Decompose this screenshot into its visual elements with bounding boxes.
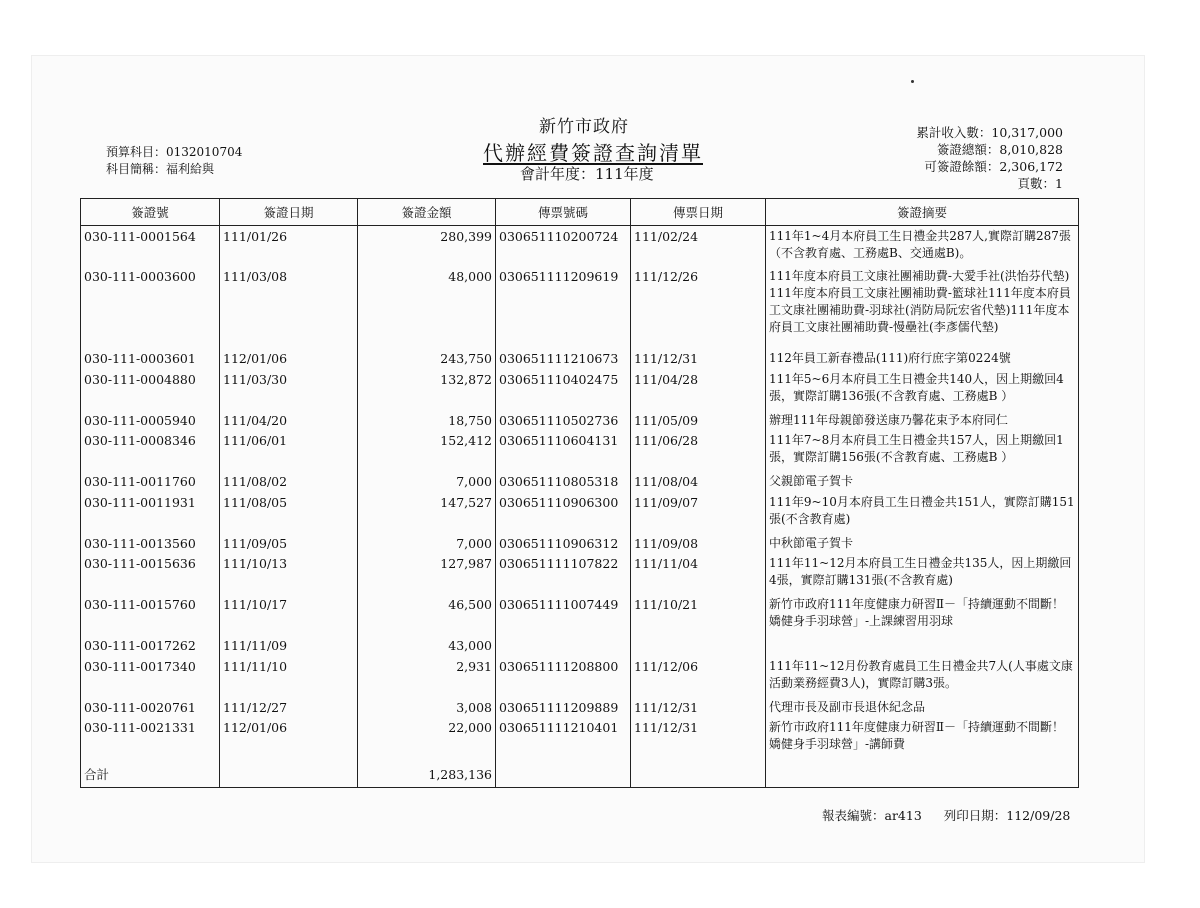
filler-row bbox=[81, 787, 1079, 788]
cell-voucher-code: 030651111209619 bbox=[496, 268, 631, 350]
table-row bbox=[81, 637, 1079, 657]
cell-voucher-no: 030-111-0011931 bbox=[81, 494, 220, 535]
col-header-summary: 簽證摘要 bbox=[766, 199, 1079, 226]
cell-voucher-date: 111/12/26 bbox=[631, 268, 766, 350]
total-row bbox=[81, 766, 1079, 786]
cell-voucher-code: 030651111210673 bbox=[496, 350, 631, 370]
cell-voucher-no: 030-111-0020761 bbox=[81, 699, 220, 719]
cell-summary: 新竹市政府111年度健康力研習Ⅱ－「持續運動不間斷！嬌健身手羽球營」-上課練習用羽球 bbox=[766, 596, 1079, 637]
cell-sign-date: 111/09/05 bbox=[220, 535, 358, 555]
org-name: 新竹市政府 bbox=[539, 117, 629, 137]
cell-voucher-no: 030-111-0005940 bbox=[81, 412, 220, 432]
cell-summary: 111年7~8月本府員工生日禮金共157人，因上期繳回1張，實際訂購156張(不含教育處、工務處B ） bbox=[766, 432, 1079, 473]
cell-voucher-no: 030-111-0001564 bbox=[81, 228, 220, 269]
cell-summary: 111年1~4月本府員工生日禮金共287人,實際訂購287張（不含教育處、工務處B、交通處B)。 bbox=[766, 228, 1079, 269]
table-row bbox=[81, 719, 1079, 760]
table-row bbox=[81, 371, 1079, 412]
col-header-date: 簽證日期 bbox=[220, 199, 358, 226]
cell-summary: 111年9~10月本府員工生日禮金共151人，實際訂購151張(不含教育處) bbox=[766, 494, 1079, 535]
cell-summary bbox=[766, 637, 1079, 657]
cell-sign-date: 111/08/02 bbox=[220, 473, 358, 493]
table-row bbox=[81, 596, 1079, 637]
cell-sign-date: 112/01/06 bbox=[220, 350, 358, 370]
budget-info bbox=[106, 144, 242, 178]
cell-amount: 22,000 bbox=[358, 719, 496, 760]
fiscal-year: 會計年度：111年度 bbox=[520, 165, 654, 183]
cell-voucher-no: 030-111-0003601 bbox=[81, 350, 220, 370]
cell-voucher-code: 030651110502736 bbox=[496, 412, 631, 432]
cumulative-income: 累計收入數：10,317,000 bbox=[916, 125, 1063, 140]
cell-amount: 132,872 bbox=[358, 371, 496, 412]
cell-voucher-date: 111/12/31 bbox=[631, 699, 766, 719]
col-header-amount: 簽證金額 bbox=[358, 199, 496, 226]
cell-voucher-date: 111/12/31 bbox=[631, 350, 766, 370]
table-row bbox=[81, 268, 1079, 350]
report-title: 代辦經費簽證查詢清單 bbox=[483, 141, 703, 165]
table-row bbox=[81, 228, 1079, 269]
cell-sign-date: 111/10/13 bbox=[220, 555, 358, 596]
cell-voucher-date bbox=[631, 637, 766, 657]
cell-summary: 112年員工新春禮品(111)府行庶字第0224號 bbox=[766, 350, 1079, 370]
cell-voucher-no: 030-111-0011760 bbox=[81, 473, 220, 493]
table-header-row bbox=[81, 199, 1079, 226]
cell-voucher-no: 030-111-0015636 bbox=[81, 555, 220, 596]
cell-sign-date: 111/10/17 bbox=[220, 596, 358, 637]
cell-voucher-date: 111/02/24 bbox=[631, 228, 766, 269]
total-label: 合計 bbox=[81, 766, 220, 786]
cell-voucher-code: 030651110805318 bbox=[496, 473, 631, 493]
cell-voucher-code: 030651111209889 bbox=[496, 699, 631, 719]
table-row bbox=[81, 494, 1079, 535]
total-signed: 簽證總額：8,010,828 bbox=[936, 142, 1063, 157]
page-number: 頁數：1 bbox=[1017, 176, 1063, 191]
cell-voucher-code: 030651111107822 bbox=[496, 555, 631, 596]
cell-voucher-code: 030651111007449 bbox=[496, 596, 631, 637]
cell-sign-date: 111/03/08 bbox=[220, 268, 358, 350]
subject-name: 科目簡稱：福利給與 bbox=[106, 162, 215, 176]
table-row bbox=[81, 432, 1079, 473]
table-row bbox=[81, 699, 1079, 719]
col-header-voucher-date: 傳票日期 bbox=[631, 199, 766, 226]
col-header-voucher: 傳票號碼 bbox=[496, 199, 631, 226]
cell-sign-date: 111/11/09 bbox=[220, 637, 358, 657]
cell-voucher-no: 030-111-0015760 bbox=[81, 596, 220, 637]
cell-voucher-no: 030-111-0008346 bbox=[81, 432, 220, 473]
cell-amount: 7,000 bbox=[358, 473, 496, 493]
cell-voucher-code: 030651111208800 bbox=[496, 658, 631, 699]
cell-voucher-date: 111/09/07 bbox=[631, 494, 766, 535]
ledger-table bbox=[80, 198, 1079, 788]
cell-voucher-date: 111/11/04 bbox=[631, 555, 766, 596]
cell-voucher-code bbox=[496, 637, 631, 657]
cell-amount: 147,527 bbox=[358, 494, 496, 535]
cell-amount: 152,412 bbox=[358, 432, 496, 473]
cell-voucher-date: 111/09/08 bbox=[631, 535, 766, 555]
cell-summary: 111年11~12月本府員工生日禮金共135人，因上期繳回4張，實際訂購131張(不含教育處) bbox=[766, 555, 1079, 596]
cell-voucher-date: 111/04/28 bbox=[631, 371, 766, 412]
cell-summary: 父親節電子賀卡 bbox=[766, 473, 1079, 493]
cell-voucher-date: 111/10/21 bbox=[631, 596, 766, 637]
cell-amount: 243,750 bbox=[358, 350, 496, 370]
cell-amount: 46,500 bbox=[358, 596, 496, 637]
cell-voucher-date: 111/08/04 bbox=[631, 473, 766, 493]
cell-voucher-code: 030651110906312 bbox=[496, 535, 631, 555]
cell-voucher-code: 030651110200724 bbox=[496, 228, 631, 269]
total-amount: 1,283,136 bbox=[358, 766, 496, 786]
table-row bbox=[81, 535, 1079, 555]
cell-voucher-date: 111/12/06 bbox=[631, 658, 766, 699]
cell-sign-date: 111/04/20 bbox=[220, 412, 358, 432]
cell-summary: 中秋節電子賀卡 bbox=[766, 535, 1079, 555]
table-row bbox=[81, 350, 1079, 370]
cell-voucher-no: 030-111-0013560 bbox=[81, 535, 220, 555]
summary-info bbox=[916, 124, 1063, 192]
cell-amount: 280,399 bbox=[358, 228, 496, 269]
table-row bbox=[81, 555, 1079, 596]
cell-voucher-no: 030-111-0017262 bbox=[81, 637, 220, 657]
cell-amount: 18,750 bbox=[358, 412, 496, 432]
cell-summary: 111年5~6月本府員工生日禮金共140人，因上期繳回4張，實際訂購136張(不含教育處、工務處B ） bbox=[766, 371, 1079, 412]
cell-sign-date: 111/06/01 bbox=[220, 432, 358, 473]
report-footer bbox=[822, 806, 1070, 824]
budget-code: 預算科目：0132010704 bbox=[106, 145, 243, 159]
cell-amount: 43,000 bbox=[358, 637, 496, 657]
cell-sign-date: 111/03/30 bbox=[220, 371, 358, 412]
cell-voucher-no: 030-111-0003600 bbox=[81, 268, 220, 350]
cell-voucher-code: 030651110604131 bbox=[496, 432, 631, 473]
report-number: 報表編號：ar413 bbox=[822, 808, 922, 823]
table-row bbox=[81, 658, 1079, 699]
cell-summary: 代理市長及副市長退休紀念品 bbox=[766, 699, 1079, 719]
col-header-no: 簽證號 bbox=[81, 199, 220, 226]
cell-voucher-no: 030-111-0004880 bbox=[81, 371, 220, 412]
cell-amount: 127,987 bbox=[358, 555, 496, 596]
cell-sign-date: 112/01/06 bbox=[220, 719, 358, 760]
cell-sign-date: 111/11/10 bbox=[220, 658, 358, 699]
speck bbox=[911, 80, 914, 83]
cell-voucher-code: 030651110402475 bbox=[496, 371, 631, 412]
cell-amount: 48,000 bbox=[358, 268, 496, 350]
cell-summary: 辦理111年母親節發送康乃馨花束予本府同仁 bbox=[766, 412, 1079, 432]
cell-voucher-date: 111/05/09 bbox=[631, 412, 766, 432]
cell-voucher-date: 111/06/28 bbox=[631, 432, 766, 473]
table-row bbox=[81, 412, 1079, 432]
cell-summary: 111年11~12月份教育處員工生日禮金共7人(人事處文康活動業務經費3人)，實際訂購3張。 bbox=[766, 658, 1079, 699]
cell-voucher-date: 111/12/31 bbox=[631, 719, 766, 760]
cell-amount: 7,000 bbox=[358, 535, 496, 555]
cell-sign-date: 111/08/05 bbox=[220, 494, 358, 535]
cell-voucher-code: 030651110906300 bbox=[496, 494, 631, 535]
cell-amount: 2,931 bbox=[358, 658, 496, 699]
cell-amount: 3,008 bbox=[358, 699, 496, 719]
remaining-amount: 可簽證餘額：2,306,172 bbox=[924, 159, 1063, 174]
cell-summary: 新竹市政府111年度健康力研習Ⅱ－「持續運動不間斷！嬌健身手羽球營」-講師費 bbox=[766, 719, 1079, 760]
cell-sign-date: 111/01/26 bbox=[220, 228, 358, 269]
cell-summary: 111年度本府員工文康社團補助費-大愛手社(洪怡芬代墊)111年度本府員工文康社團補助費-籃球社111年度本府員工文康社團補助費-羽球社(消防局阮宏省代墊)111年度本府員工文康社團補助費-慢壘社(李彥儒代墊) bbox=[766, 268, 1079, 350]
print-date: 列印日期：112/09/28 bbox=[943, 808, 1071, 823]
table-row bbox=[81, 473, 1079, 493]
cell-sign-date: 111/12/27 bbox=[220, 699, 358, 719]
cell-voucher-code: 030651111210401 bbox=[496, 719, 631, 760]
cell-voucher-no: 030-111-0017340 bbox=[81, 658, 220, 699]
cell-voucher-no: 030-111-0021331 bbox=[81, 719, 220, 760]
